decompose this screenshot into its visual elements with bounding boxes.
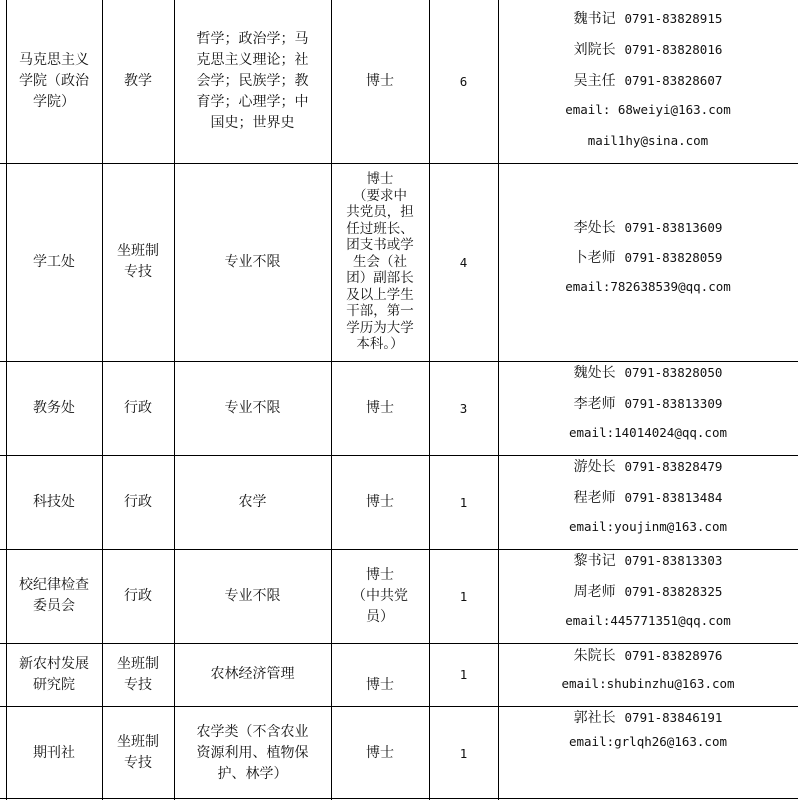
degree-text-line: （要求中 [353,187,407,204]
contact-phone: 0791-83828016 [624,42,723,57]
degree-text-line: 学历为大学 [346,319,414,336]
unit-text-line: 研究院 [33,676,75,693]
cell-major [174,0,331,163]
major-text-line: 国史；世界史 [210,115,295,131]
cell-count [429,706,498,800]
degree-text-line: 团）副部长 [346,270,414,287]
cell-type [102,706,174,800]
contact-name: 游处长 [573,459,616,475]
cell-type [102,0,174,163]
cell-type [102,455,174,549]
unit-text-line: 教务处 [33,399,75,416]
count-value: 1 [459,745,468,761]
degree-text-line: 共党员，担 [346,204,414,221]
type-text-line: 行政 [124,587,152,604]
major-text-line: 专业不限 [224,587,281,604]
cell-count [429,549,498,643]
contact-email-line [498,133,798,149]
type-text-line: 行政 [124,399,152,416]
degree-text-line: 博士 [366,171,394,188]
cell-type [102,163,174,361]
contact-email-line [498,519,798,535]
contact-name: 李老师 [573,396,616,412]
cell-degree [331,163,429,361]
cell-unit [6,361,102,455]
contact-phone: 0791-83828607 [624,73,723,88]
contact-phone-line [498,8,798,28]
contact-phone: 0791-83828050 [624,365,723,380]
contact-phone: 0791-83828479 [624,459,723,474]
cell-unit [6,549,102,643]
major-text-line: 会学；民族学；教 [196,73,309,89]
cell-unit [6,163,102,361]
cell-major [174,643,331,706]
count-value: 1 [459,667,468,682]
count-value: 6 [459,74,468,89]
cell-degree [331,549,429,643]
cell-count [429,163,498,361]
contact-phone-line [498,39,798,59]
contact-phone-line [498,707,798,727]
contact-email[interactable]: email:shubinzhu@163.com [561,676,735,691]
contact-phone-line [498,70,798,90]
degree-text-line: 博士 [366,566,394,583]
unit-text-line: 新农村发展 [19,655,89,672]
type-text-line: 专技 [124,755,152,771]
degree-text-line: 干部，第一 [346,303,414,320]
major-text-line: 专业不限 [224,399,281,416]
degree-text-line: 博士 [366,493,394,510]
cell-type [102,643,174,706]
degree-text-line: （中共党 [352,587,408,604]
degree-text-line: 博士 [366,677,394,693]
contact-phone-line [498,645,798,665]
unit-text-line: 学院（政治 [19,73,89,89]
contact-phone: 0791-83828915 [624,11,723,26]
contact-name: 黎书记 [573,553,616,569]
contact-name: 郭社长 [573,710,616,726]
contact-phone: 0791-83813484 [624,490,723,505]
major-text-line: 哲学；政治学；马 [196,31,309,47]
contact-email[interactable]: email:14014024@qq.com [568,425,728,440]
major-text-line: 农学 [238,493,267,510]
degree-text-line: 及以上学生 [346,286,414,303]
contact-phone: 0791-83828325 [624,584,723,599]
cell-count [429,455,498,549]
contact-phone-line [498,487,798,507]
contact-name: 程老师 [573,490,616,506]
type-text-line: 坐班制 [117,243,159,259]
degree-text-line: 员） [366,608,394,625]
cell-major [174,163,331,361]
contact-phone: 0791-83828059 [624,250,723,265]
cell-unit [6,706,102,800]
cell-count [429,0,498,163]
unit-text-line: 科技处 [33,493,75,510]
unit-text-line: 期刊社 [33,744,75,761]
cell-degree [331,455,429,549]
contact-email[interactable]: email: 68weiyi@163.com [565,102,731,117]
cell-degree [331,0,429,163]
contact-name: 卜老师 [573,250,616,266]
major-text-line: 克思主义理论；社 [196,52,309,68]
cell-type [102,361,174,455]
type-text-line: 教学 [124,73,152,89]
type-text-line: 坐班制 [117,734,159,750]
contact-email-line [498,102,798,118]
count-value: 1 [459,588,468,604]
contact-phone: 0791-83813609 [624,220,723,235]
type-text-line: 专技 [124,676,152,693]
contact-name: 魏书记 [573,11,616,27]
count-value: 3 [459,400,468,416]
contact-email[interactable]: email:youjinm@163.com [568,519,728,534]
contact-phone-line [498,362,798,382]
cell-major [174,549,331,643]
cell-count [429,643,498,706]
contact-email-line [498,734,798,750]
unit-text-line: 马克思主义 [19,52,89,68]
contact-phone: 0791-83813303 [624,553,723,568]
cell-unit [6,455,102,549]
type-text-line: 行政 [124,493,152,510]
major-text-line: 护、林学） [217,765,288,782]
major-text-line: 农学类（不含农业 [196,723,309,740]
cell-degree [331,643,429,706]
count-value: 1 [459,494,468,510]
cell-major [174,455,331,549]
degree-text-line: 博士 [366,744,394,761]
contact-phone: 0791-83828976 [624,648,723,663]
contact-email[interactable]: email:782638539@qq.com [565,279,731,294]
contact-email-line [498,676,798,692]
degree-text-line: 团支书或学 [346,237,414,254]
contact-name: 李处长 [573,220,616,236]
degree-text-line: 博士 [366,399,394,416]
contact-phone-line [498,247,798,267]
major-text-line: 育学；心理学；中 [196,94,309,110]
contact-phone-line [498,217,798,237]
contact-email[interactable]: email:445771351@qq.com [565,613,731,628]
degree-text-line: 生会（社 [353,253,407,270]
contact-phone-line [498,393,798,413]
major-text-line: 专业不限 [224,253,281,270]
contact-email[interactable]: mail1hy@sina.com [587,133,709,148]
contact-phone: 0791-83846191 [624,710,723,725]
degree-text-line: 本科。） [356,336,404,353]
contact-name: 吴主任 [573,73,616,89]
cell-type [102,549,174,643]
cell-degree [331,361,429,455]
contact-name: 刘院长 [573,42,616,58]
contact-email-line [498,613,798,629]
cell-degree [331,706,429,800]
major-text-line: 资源利用、植物保 [196,744,309,761]
contact-phone-line [498,550,798,570]
degree-text-line: 任过班长、 [346,220,414,237]
contact-email-line [498,279,798,295]
unit-text-line: 学院） [33,94,75,110]
cell-unit [6,0,102,163]
major-text-line: 农林经济管理 [210,666,295,682]
contact-phone-line [498,581,798,601]
unit-text-line: 委员会 [33,598,75,614]
contact-phone: 0791-83813309 [624,396,723,411]
unit-text-line: 校纪律检查 [19,577,89,593]
contact-name: 周老师 [573,584,616,600]
contact-email-line [498,425,798,441]
unit-text-line: 学工处 [33,253,75,270]
cell-major [174,361,331,455]
degree-text-line: 博士 [366,73,394,89]
contact-name: 朱院长 [573,648,616,664]
contact-name: 魏处长 [573,365,616,381]
type-text-line: 专技 [124,264,152,280]
contact-email[interactable]: email:grlqh26@163.com [568,734,728,749]
cell-major [174,706,331,800]
contact-phone-line [498,456,798,476]
type-text-line: 坐班制 [117,655,159,672]
count-value: 4 [459,254,468,270]
cell-unit [6,643,102,706]
cell-count [429,361,498,455]
